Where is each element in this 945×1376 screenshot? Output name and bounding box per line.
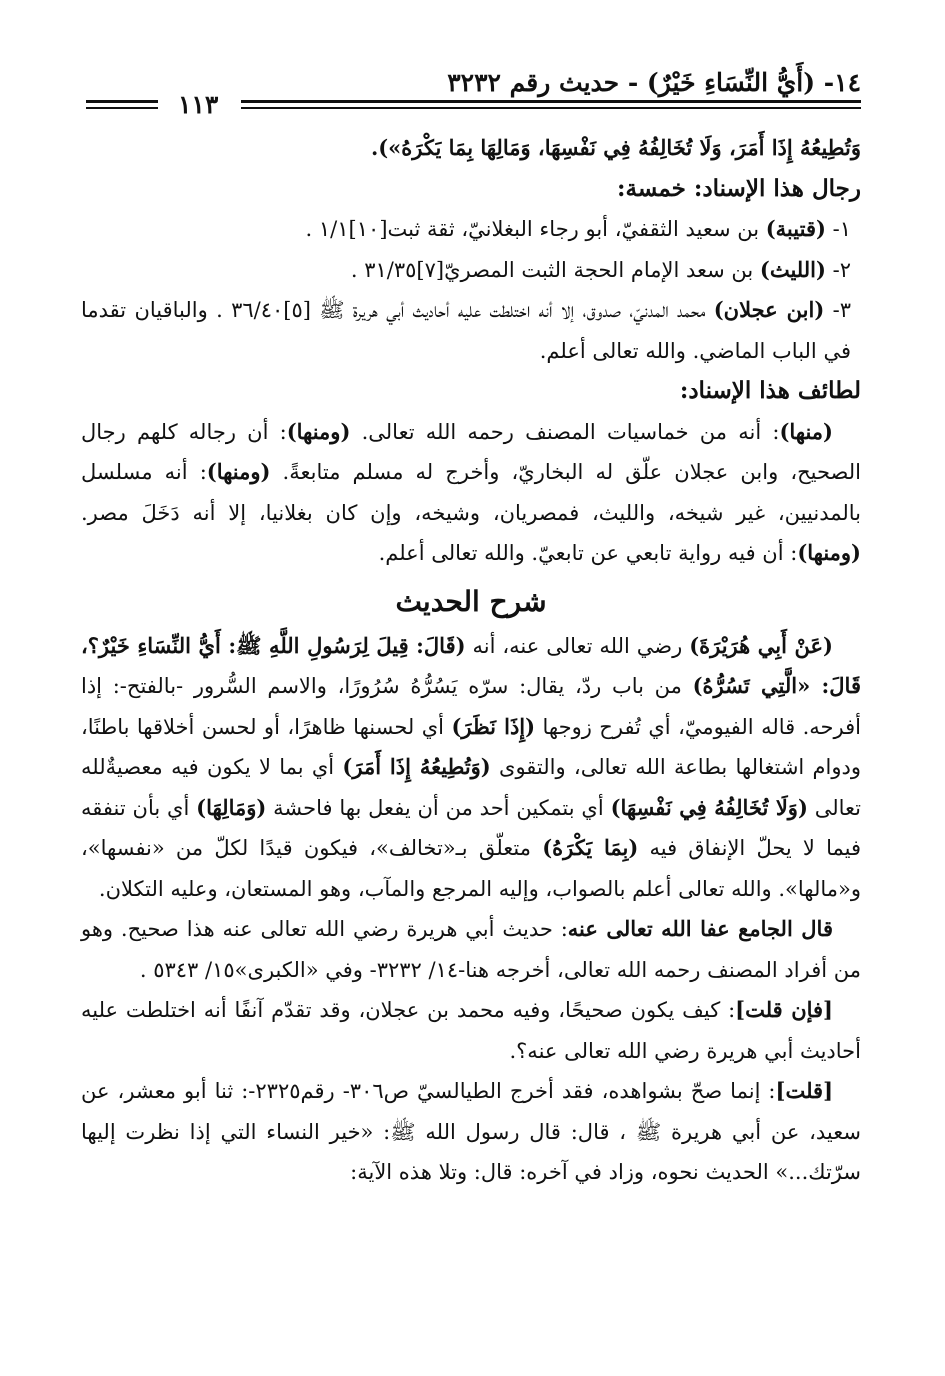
running-title: ١٤- (أَيُّ النِّسَاءِ خَيْرٌ) - حديث رقم ٣٢٣٢ — [447, 68, 861, 97]
quoted-text: (بِمَا يَكْرَهُ) — [542, 835, 639, 860]
commentary: متعلّق بـ«تخالف»، فيكون قيدًا لكلّ من «نفسها»، و«مالها». والله تعالى أعلم بالصواب، وإليه المرجع والمآب، وهو المستعان، وعليه التكلان. — [81, 836, 861, 901]
rijal-text: بن سعيد الثقفيّ، أبو رجاء البغلانيّ، ثقة ثبت[١٠]١/١ . — [305, 217, 766, 241]
jami-text: : حديث أبي هريرة رضي الله تعالى عنه هذا صحيح. وهو من أفراد المصنف رحمه الله تعالى، أخرجه هنا-١٤/ ٣٢٣٢- وفي «الكبرى»١٥/ ٥٣٤٣ . — [81, 917, 861, 982]
sharh-paragraph — [81, 626, 861, 910]
rijal-text: محمد المدنيّ، صدوق، إلا أنه اختلطت عليه أحاديث أبي هريرة ﷺ [٥]٣٦/٤٠ . والباقيان تقدما في الباب الماضي. والله تعالى أعلم. — [81, 298, 851, 363]
header-rule — [241, 100, 861, 109]
answer-lead: [قلت] — [775, 1078, 833, 1103]
rijal-number: ١- — [832, 217, 851, 241]
heading-lataif: لطائف هذا الإسناد: — [679, 377, 861, 404]
rijal-name: (قتيبة) — [765, 216, 826, 241]
marker: (ومنها) — [206, 459, 271, 484]
lataif-text: : أن رجاله كلهم رجال الصحيح، وابن عجلان علّق له البخاريّ، وأخرج له مسلم متابعةً. — [81, 419, 861, 484]
marker: (ومنها) — [797, 540, 861, 565]
commentary: رضي الله تعالى عنه، أنه — [465, 633, 690, 658]
marker: (ومنها) — [286, 418, 351, 444]
header-rule-short — [86, 100, 158, 109]
rijal-item — [81, 250, 861, 291]
question-text: : كيف يكون صحيحًا، وفيه محمد بن عجلان، وقد تقدّم آنفًا أنه اختلطت عليه أحاديث أبي هريرة رضي الله تعالى عنه؟. — [81, 998, 861, 1063]
rijal-name: (الليث) — [759, 256, 826, 282]
lataif-text: : أنه مسلسل بالمدنيين، غير شيخه، والليث، فمصريان، وشيخه، وإن كان بغلانيا، إلا أنه دَخَلَ مصر. — [81, 460, 861, 525]
jami-lead: قال الجامع عفا الله تعالى عنه — [567, 916, 833, 941]
quoted-text: (قَالَ: قِيلَ لِرَسُولِ اللَّهِ ﷺ: أَيُّ النِّسَاءِ خَيْرٌ؟، قَالَ: «الَّتِي تَسُرُّهُ) — [81, 632, 861, 698]
rijal-number: ٣- — [832, 298, 851, 322]
commentary: أي بتمكين أحد من أن يفعل بها فاحشة — [266, 795, 611, 820]
commentary: من باب ردّ، يقال: سرّه يَسُرُّهُ سُرُورًا، والاسم السُّرور -بالفتح-: إذا أفرحه. قاله الفيوميّ، أي تُفرح زوجها — [81, 674, 861, 739]
lataif-text: : أنه من خماسيات المصنف رحمه الله تعالى. — [350, 419, 780, 444]
hadith-ending: وَتُطِيعُهُ إِذَا أَمَرَ، وَلَا تُخَالِفُهُ فِي نَفْسِهَا، وَمَالِهَا بِمَا يَكْرَهُ»). — [370, 135, 861, 160]
question-lead: [فإن قلت] — [735, 997, 833, 1022]
quoted-text: (وَلَا تُخَالِفُهُ فِي نَفْسِهَا) — [610, 794, 808, 820]
page-body — [81, 128, 861, 1193]
commentary: أي بأن تنفقه فيما لا يحلّ الإنفاق فيه — [81, 795, 861, 860]
quoted-text: (عَنْ أَبِي هُرَيْرَةَ) — [689, 632, 833, 658]
rijal-number: ٢- — [832, 257, 851, 282]
commentary: أي بما لا يكون فيه معصيةٌلله تعالى — [81, 755, 862, 820]
lataif-text: : أن فيه رواية تابعي عن تابعيّ. والله تعالى أعلم. — [378, 541, 798, 565]
rijal-name: (ابن عجلان) — [713, 297, 825, 322]
quoted-text: (وَمَالِهَا) — [196, 794, 267, 820]
marker: (منها) — [779, 418, 833, 444]
heading-rijal: رجال هذا الإسناد: خمسة: — [617, 174, 861, 202]
commentary: أي لحسنها ظاهرًا، أو لحسن أخلاقها باطنًا، ودوام اشتغالها بطاعة الله تعالى، والتقوى — [81, 714, 862, 779]
rijal-item — [81, 209, 861, 250]
page-number: ١١٣ — [178, 90, 219, 119]
rijal-item — [81, 290, 861, 371]
answer-text: : إنما صحّ بشواهده، فقد أخرج الطيالسيّ ص٣٠٦- رقم٢٣٢٥-: ثنا أبو معشر، عن سعيد، عن أبي هريرة ﷺ ، قال: قال رسول الله ﷺ: «خير النساء التي إذا نظرت إليها سرّتك...» الحديث نحوه، وزاد في آخره: قال: وتلا هذه الآية: — [81, 1079, 861, 1184]
rijal-text: بن سعد الإمام الحجة الثبت المصريّ[٧]٣١/٣٥ . — [350, 257, 760, 282]
jami-paragraph — [81, 909, 861, 990]
question-paragraph — [81, 990, 861, 1071]
lataif-paragraph — [81, 412, 861, 574]
quoted-text: (إِذَا نَظَرَ) — [451, 713, 536, 739]
page-header — [86, 68, 861, 118]
answer-paragraph — [81, 1071, 861, 1193]
heading-sharh: شرح الحديث — [395, 584, 547, 618]
quoted-text: (وَتُطِيعُهُ إِذَا أَمَرَ) — [342, 754, 491, 779]
